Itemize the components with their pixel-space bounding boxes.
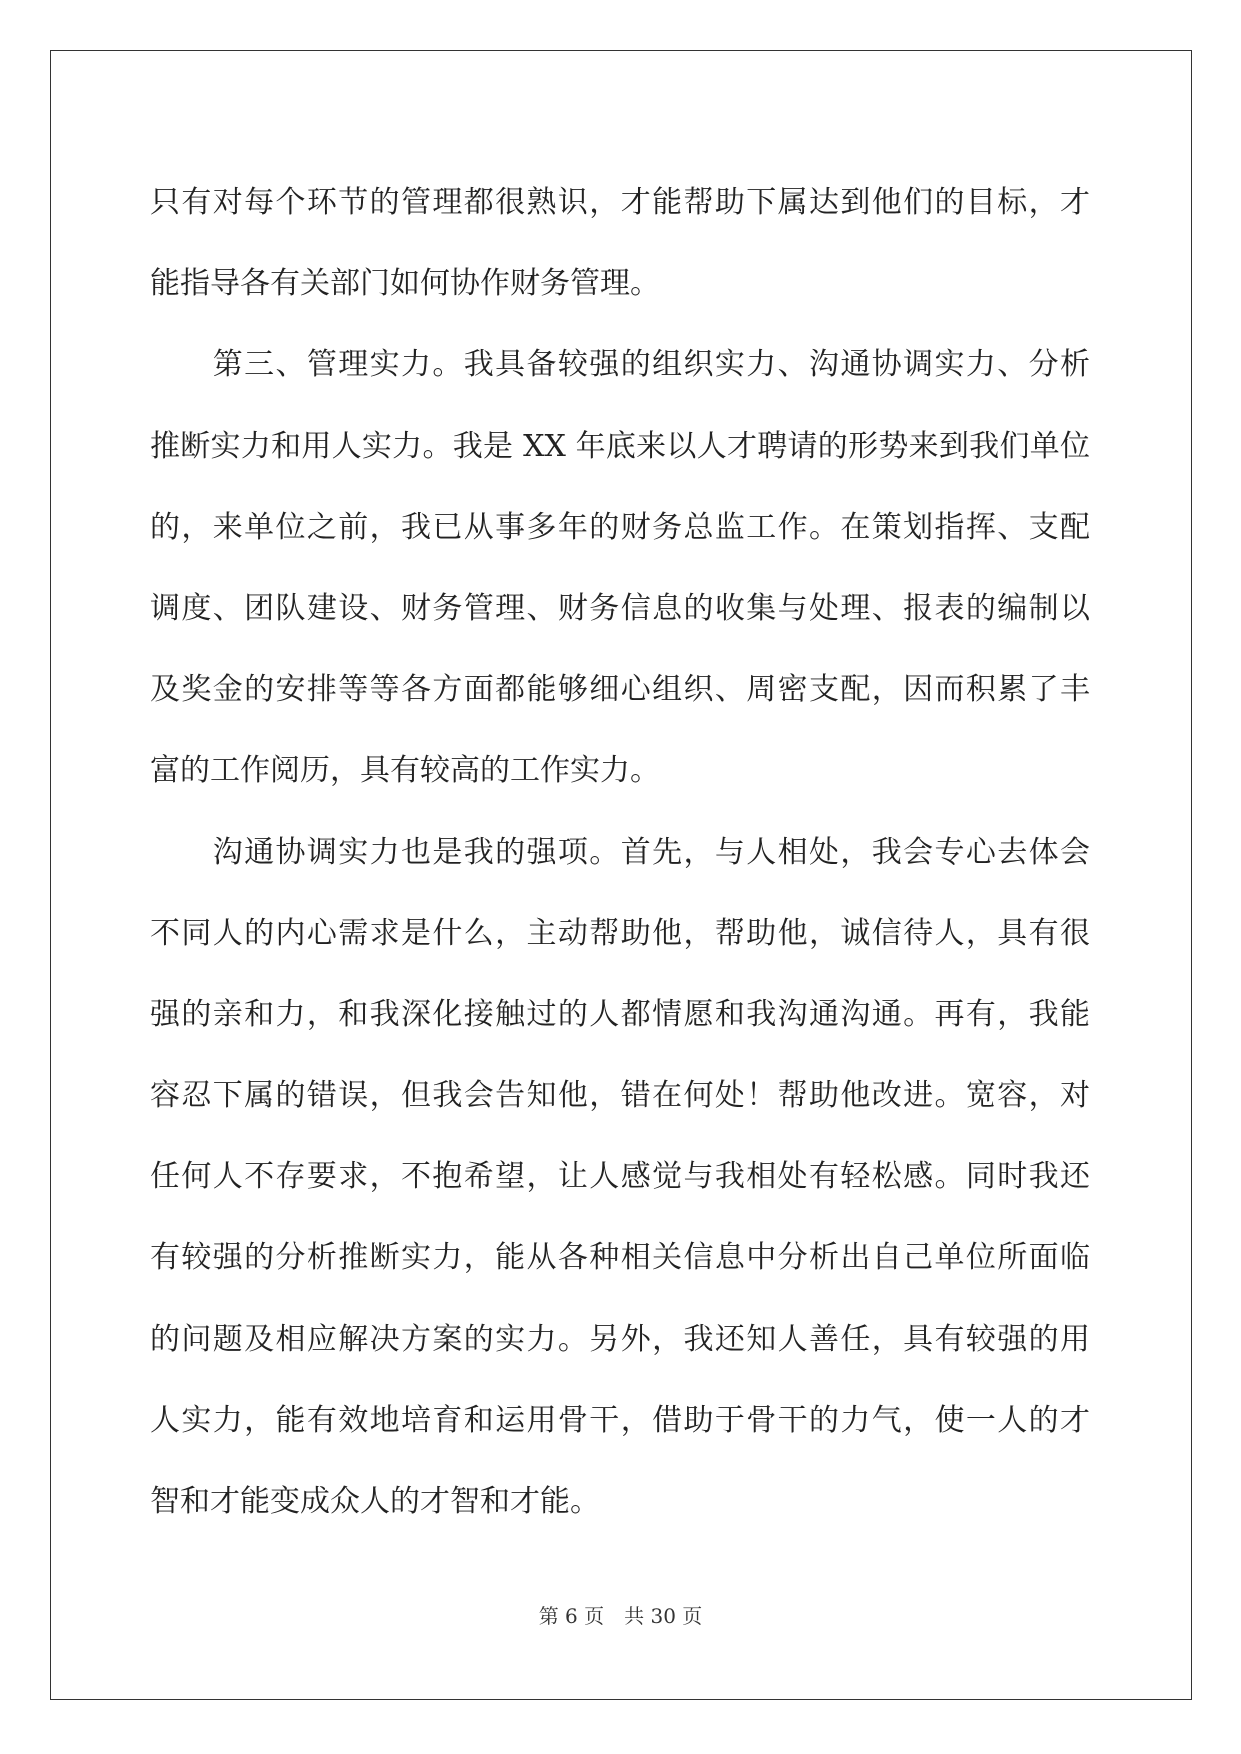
text-line: 智和才能变成众人的才智和才能。 <box>150 1484 600 1519</box>
text-line: 有较强的分析推断实力，能从各种相关信息中分析出自己单位所面临 <box>150 1240 1090 1276</box>
text-line: 只有对每个环节的管理都很熟识，才能帮助下属达到他们的目标，才 <box>150 185 1090 220</box>
text-line: 的，来单位之前，我已从事多年的财务总监工作。在策划指挥、支配 <box>150 509 1090 545</box>
text-line: 不同人的内心需求是什么，主动帮助他，帮助他，诚信待人，具有很 <box>150 915 1090 951</box>
document-body <box>150 162 1090 1542</box>
text-line: 第三、管理实力。我具备较强的组织实力、沟通协调实力、分析 <box>150 347 1090 383</box>
text-line: 调度、团队建设、财务管理、财务信息的收集与处理、报表的编制以 <box>150 590 1090 626</box>
text-line: 强的亲和力，和我深化接触过的人都情愿和我沟通沟通。再有，我能 <box>150 996 1090 1032</box>
text-line: 推断实力和用人实力。我是 XX 年底来以人才聘请的形势来到我们单位 <box>150 428 1090 464</box>
text-line: 的问题及相应解决方案的实力。另外，我还知人善任，具有较强的用 <box>150 1321 1090 1357</box>
text-line: 能指导各有关部门如何协作财务管理。 <box>150 266 660 302</box>
text-line: 任何人不存要求，不抱希望，让人感觉与我相处有轻松感。同时我还 <box>150 1159 1090 1195</box>
text-line: 容忍下属的错误，但我会告知他，错在何处！帮助他改进。宽容，对 <box>150 1078 1090 1114</box>
text-line: 及奖金的安排等等各方面都能够细心组织、周密支配，因而积累了丰 <box>150 672 1090 708</box>
text-line: 沟通协调实力也是我的强项。首先，与人相处，我会专心去体会 <box>150 834 1090 870</box>
text-line: 富的工作阅历，具有较高的工作实力。 <box>150 753 660 789</box>
text-line: 人实力，能有效地培育和运用骨干，借助于骨干的力气，使一人的才 <box>150 1402 1090 1438</box>
page-number-footer: 第 6 页 共 30 页 <box>538 1604 703 1628</box>
